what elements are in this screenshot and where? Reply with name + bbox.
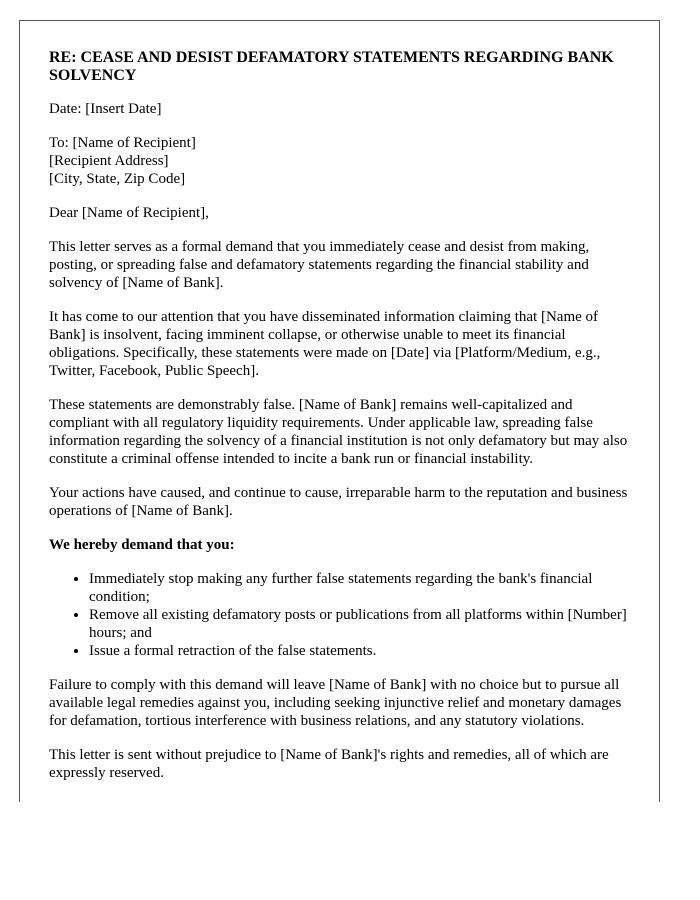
recipient-address: [Recipient Address]: [49, 153, 169, 169]
paragraph-reservation: This letter is sent without prejudice to [Name of Bank]'s rights and remedies, all of which are expressly reserved.: [49, 747, 609, 781]
paragraph-harm: Your actions have caused, and continue to cause, irreparable harm to the reputation and business operations of [Name of Bank].: [49, 485, 628, 519]
paragraph-demand-intro: This letter serves as a formal demand that you immediately cease and desist from making, posting, or spreading false and defamatory statements regarding the financial stability and solvency of [Name of Bank].: [49, 239, 590, 291]
letter-subject: RE: CEASE AND DESIST DEFAMATORY STATEMENTS REGARDING BANK SOLVENCY: [49, 49, 614, 84]
letter-page: [19, 20, 660, 802]
demand-item: • Issue a formal retraction of the false statements.: [89, 642, 631, 660]
recipient-block: [49, 134, 631, 188]
demand-item: • Immediately stop making any further false statements regarding the bank's financial condition;: [89, 570, 631, 606]
paragraph-consequences: Failure to comply with this demand will leave [Name of Bank] with no choice but to pursue all available legal remedies against you, including seeking injunctive relief and monetary damages for defamation, tortious interference with business relations, and any statutory violations.: [49, 677, 622, 729]
recipient-city: [City, State, Zip Code]: [49, 171, 186, 187]
salutation: Dear [Name of Recipient],: [49, 205, 209, 221]
recipient-name: To: [Name of Recipient]: [49, 135, 196, 151]
letter-date: Date: [Insert Date]: [49, 101, 162, 117]
demand-heading: We hereby demand that you:: [49, 537, 235, 553]
paragraph-attention: It has come to our attention that you have disseminated information claiming that [Name of Bank] is insolvent, facing imminent collapse, or otherwise unable to meet its financial obligations. Specifically, these statements were made on [Date] via [Platform/Medium, e.g., Twitter, Facebook, Public Speech].: [49, 309, 601, 379]
demand-list: [49, 570, 631, 660]
paragraph-false-statements: These statements are demonstrably false. [Name of Bank] remains well-capitalized and compliant with all regulatory liquidity requirements. Under applicable law, spreading false information regarding the solvency of a financial institution is not only defamatory but may also constitute a criminal offense intended to incite a bank run or financial instability.: [49, 397, 628, 467]
demand-item: • Remove all existing defamatory posts or publications from all platforms within [Number] hours; and: [89, 606, 631, 642]
